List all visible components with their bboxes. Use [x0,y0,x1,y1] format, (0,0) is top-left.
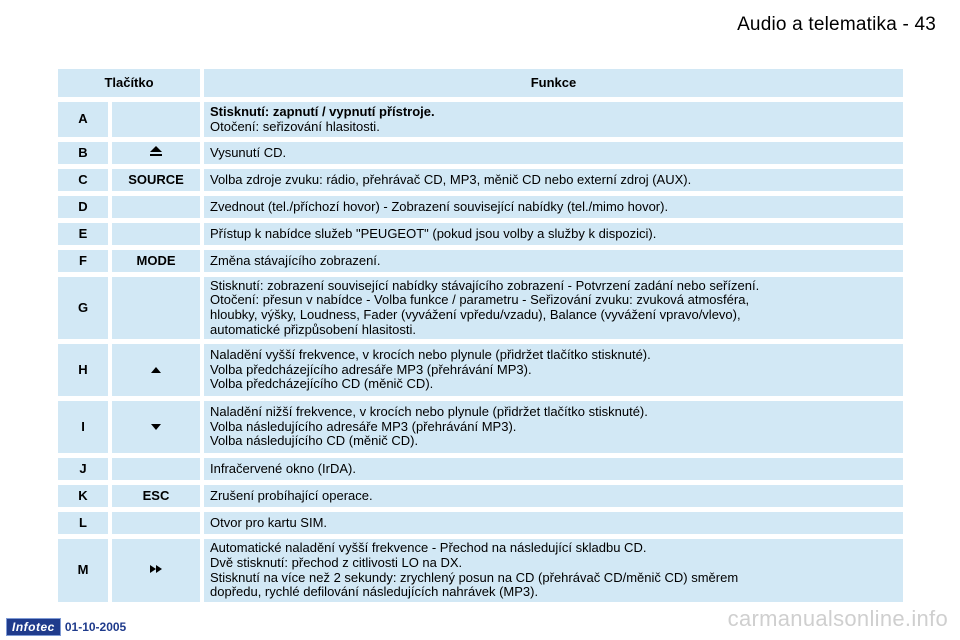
table-row [58,344,903,396]
row-button-label [108,196,200,218]
footer [6,619,126,635]
button-function-table [58,64,903,607]
row-button-label: SOURCE [108,169,200,191]
table-header-row [58,69,903,97]
description-line: Volba předcházejícího adresáře MP3 (přehrávání MP3). [210,361,532,377]
row-letter: K [58,485,108,507]
row-letter: F [58,250,108,272]
description-line: Naladění nižší frekvence, v krocích nebo plynule (přidržet tlačítko stisknuté). [210,404,648,420]
description-line: Změna stávajícího zobrazení. [210,252,381,268]
table-row [58,142,903,164]
description-line: Zrušení probíhající operace. [210,487,373,503]
description-line: Volba následujícího adresáře MP3 (přehrávání MP3). [210,418,517,434]
description-line: Přístup k nabídce služeb "PEUGEOT" (pokud jsou volby a služby k dispozici). [210,225,657,241]
row-description [200,539,903,602]
row-button-label [108,458,200,480]
table-row [58,512,903,534]
row-button-label [108,142,200,164]
row-button-label: MODE [108,250,200,272]
description-line: Vysunutí CD. [210,144,287,160]
table-body [58,102,903,602]
row-description [200,196,903,218]
row-letter: J [58,458,108,480]
description-line: Otočení: přesun v nabídce - Volba funkce / parametru - Seřizování zvuku: zvuková atmosféra, [210,292,750,308]
description-line: hloubky, výšky, Loudness, Fader (vyvážení vpředu/vzadu), Balance (vyvážení vpravo/vlevo), [210,307,741,322]
row-description [200,512,903,534]
row-description [200,223,903,245]
row-description [200,169,903,191]
table-row [58,102,903,137]
row-button-label [108,277,200,339]
arrow-up-icon [150,363,162,378]
row-letter: E [58,223,108,245]
table-row [58,539,903,602]
row-letter: M [58,539,108,602]
table-row [58,250,903,272]
table-row [58,458,903,480]
description-line: automatické přizpůsobení hlasitosti. [210,321,416,337]
eject-icon [148,145,164,161]
table-row [58,485,903,507]
description-line: Automatické naladění vyšší frekvence - Přechod na následující skladbu CD. [210,540,647,556]
table-row [58,169,903,191]
description-line: Volba zdroje zvuku: rádio, přehrávač CD, MP3, měnič CD nebo externí zdroj (AUX). [210,171,692,187]
row-description [200,142,903,164]
description-line: Zvednout (tel./příchozí hovor) - Zobrazení související nabídky (tel./mimo hovor). [210,198,669,214]
description-line: Infračervené okno (IrDA). [210,460,356,476]
row-button-label [108,512,200,534]
row-letter: H [58,344,108,396]
description-line: Naladění vyšší frekvence, v krocích nebo plynule (přidržet tlačítko stisknuté). [210,347,651,363]
table-row [58,401,903,453]
table-row [58,223,903,245]
table-row [58,196,903,218]
column-header-function: Funkce [200,69,903,97]
description-line: dopředu, rychlé defilování následujících nahrávek (MP3). [210,584,539,600]
row-button-label: ESC [108,485,200,507]
row-button-label [108,539,200,602]
row-description [200,401,903,453]
row-description [200,344,903,396]
row-button-label [108,102,200,137]
footer-date: 01-10-2005 [64,620,127,634]
description-line: Stisknutí na více než 2 sekundy: zrychlený posun na CD (přehrávač CD/měnič CD) směrem [210,569,739,585]
row-letter: D [58,196,108,218]
row-description [200,458,903,480]
arrow-down-icon [150,420,162,435]
fast-forward-icon [149,563,163,578]
row-description [200,250,903,272]
description-line: Otočení: seřizování hlasitosti. [210,118,380,134]
row-button-label [108,223,200,245]
row-letter: A [58,102,108,137]
row-button-label [108,344,200,396]
row-letter: B [58,142,108,164]
description-line: Dvě stisknutí: přechod z citlivosti LO na DX. [210,554,463,570]
column-header-button: Tlačítko [58,69,200,97]
row-button-label [108,401,200,453]
description-line: Stisknutí: zobrazení související nabídky stávajícího zobrazení - Potvrzení zadání nebo seřízení. [210,277,760,293]
row-letter: L [58,512,108,534]
row-letter: I [58,401,108,453]
row-description [200,485,903,507]
row-letter: C [58,169,108,191]
description-line: Volba následujícího CD (měnič CD). [210,433,419,449]
row-letter: G [58,277,108,339]
infotec-logo: Infotec [6,618,61,636]
description-line: Volba předcházejícího CD (měnič CD). [210,376,434,392]
watermark: carmanualsonline.info [727,606,948,631]
page-title: Audio a telematika - 43 [737,14,936,35]
row-description [200,277,903,339]
description-bold-line: Stisknutí: zapnutí / vypnutí přístroje. [210,103,435,119]
description-line: Otvor pro kartu SIM. [210,514,328,530]
row-description [200,102,903,137]
table-row [58,277,903,339]
